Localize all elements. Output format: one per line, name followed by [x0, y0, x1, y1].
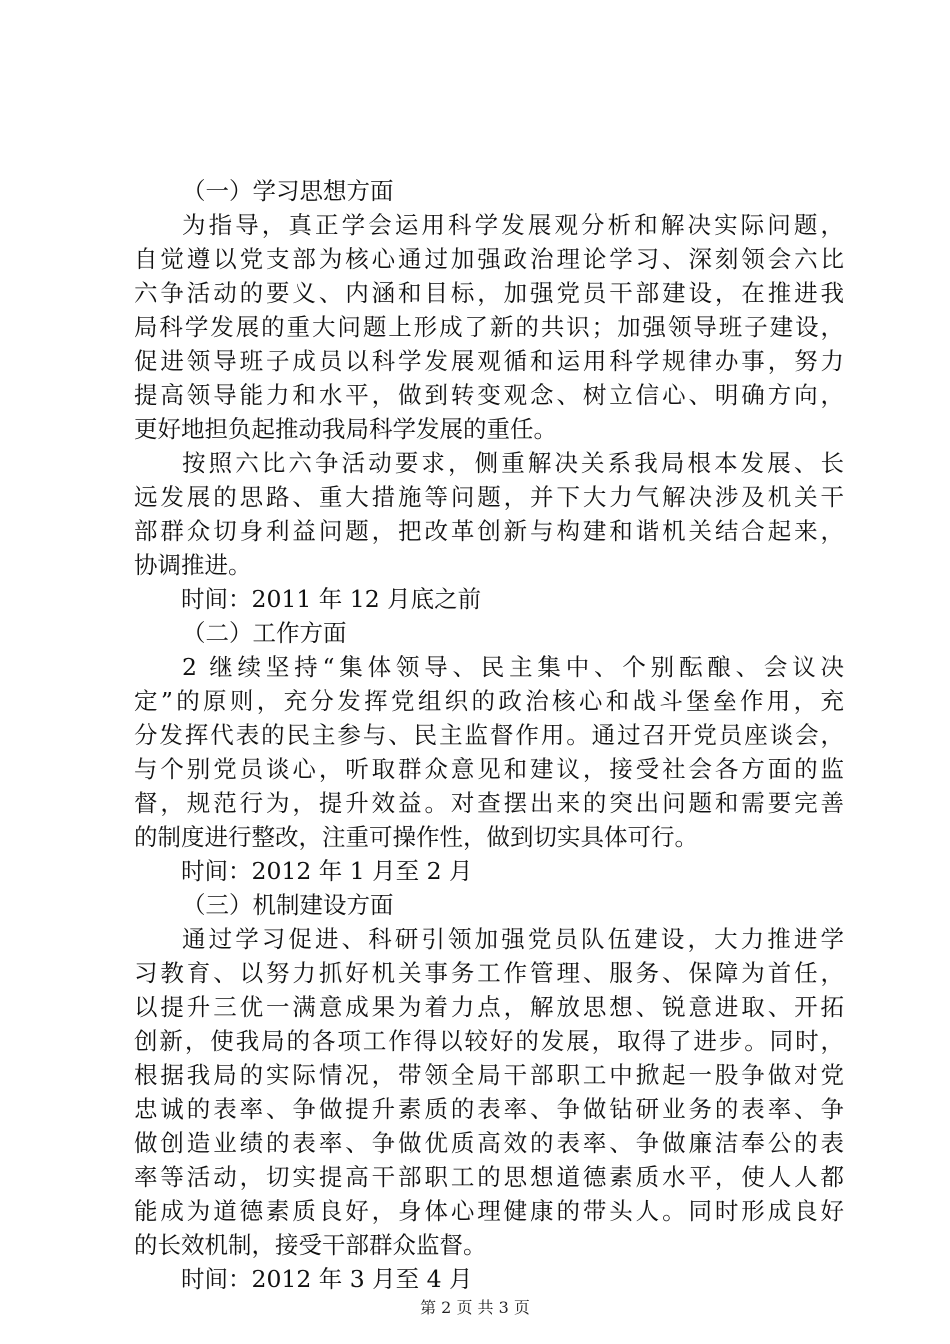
- paragraph-line: 按照六比六争活动要求，侧重解决关系我局根本发展、长: [182, 449, 844, 477]
- paragraph-line: 的长效机制，接受干部群众监督。: [134, 1231, 487, 1259]
- paragraph-line: 创新，使我局的各项工作得以较好的发展，取得了进步。同时，: [134, 1027, 844, 1055]
- paragraph-line: 能成为道德素质良好，身体心理健康的带头人。同时形成良好: [134, 1197, 844, 1225]
- paragraph-line: 为指导，真正学会运用科学发展观分析和解决实际问题，: [182, 211, 844, 239]
- paragraph-line: 促进领导班子成员以科学发展观循和运用科学规律办事，努力: [134, 347, 844, 375]
- time-line-2: 时间：2012 年 1 月至 2 月: [181, 857, 473, 885]
- section-heading-work: （二）工作方面: [182, 619, 347, 647]
- time-line-3: 时间：2012 年 3 月至 4 月: [181, 1265, 473, 1293]
- paragraph-line: 部群众切身利益问题，把改革创新与构建和谐机关结合起来，: [134, 517, 844, 545]
- paragraph-line: 与个别党员谈心，听取群众意见和建议，接受社会各方面的监: [134, 755, 844, 783]
- page-number-footer: 第 2 页 共 3 页: [420, 1298, 530, 1317]
- paragraph-line: 自觉遵以党支部为核心通过加强政治理论学习、深刻领会六比: [134, 245, 844, 273]
- paragraph-line: 以提升三优一满意成果为着力点，解放思想、锐意进取、开拓: [134, 993, 844, 1021]
- paragraph-line: 协调推进。: [134, 551, 252, 579]
- paragraph-line: 远发展的思路、重大措施等问题，并下大力气解决涉及机关干: [134, 483, 844, 511]
- paragraph-line: 率等活动，切实提高干部职工的思想道德素质水平，使人人都: [134, 1163, 844, 1191]
- paragraph-line: 督，规范行为，提升效益。对查摆出来的突出问题和需要完善: [134, 789, 844, 817]
- paragraph-line: 局科学发展的重大问题上形成了新的共识；加强领导班子建设，: [134, 313, 844, 341]
- paragraph-line: 忠诚的表率、争做提升素质的表率、争做钻研业务的表率、争: [134, 1095, 844, 1123]
- paragraph-line: 通过学习促进、科研引领加强党员队伍建设，大力推进学: [182, 925, 844, 953]
- paragraph-line: 的制度进行整改，注重可操作性，做到切实具体可行。: [134, 823, 698, 851]
- document-body: [134, 174, 844, 1296]
- paragraph-line: 做创造业绩的表率、争做优质高效的表率、争做廉洁奉公的表: [134, 1129, 844, 1157]
- paragraph-line: 更好地担负起推动我局科学发展的重任。: [134, 415, 557, 443]
- time-line-1: 时间：2011 年 12 月底之前: [181, 585, 482, 613]
- section-heading-study: （一）学习思想方面: [182, 177, 394, 205]
- paragraph-line: 分发挥代表的民主参与、民主监督作用。通过召开党员座谈会，: [134, 721, 844, 749]
- paragraph-line: 六争活动的要义、内涵和目标，加强党员干部建设，在推进我: [134, 279, 844, 307]
- section-heading-mechanism: （三）机制建设方面: [182, 891, 394, 919]
- paragraph-line: 定”的原则，充分发挥党组织的政治核心和战斗堡垒作用，充: [134, 687, 844, 715]
- paragraph-line: 根据我局的实际情况，带领全局干部职工中掀起一股争做对党: [134, 1061, 844, 1089]
- paragraph-line: 2 继续坚持“集体领导、民主集中、个别酝酿、会议决: [182, 653, 844, 681]
- paragraph-line: 习教育、以努力抓好机关事务工作管理、服务、保障为首任，: [134, 959, 844, 987]
- paragraph-line: 提高领导能力和水平，做到转变观念、树立信心、明确方向，: [134, 381, 844, 409]
